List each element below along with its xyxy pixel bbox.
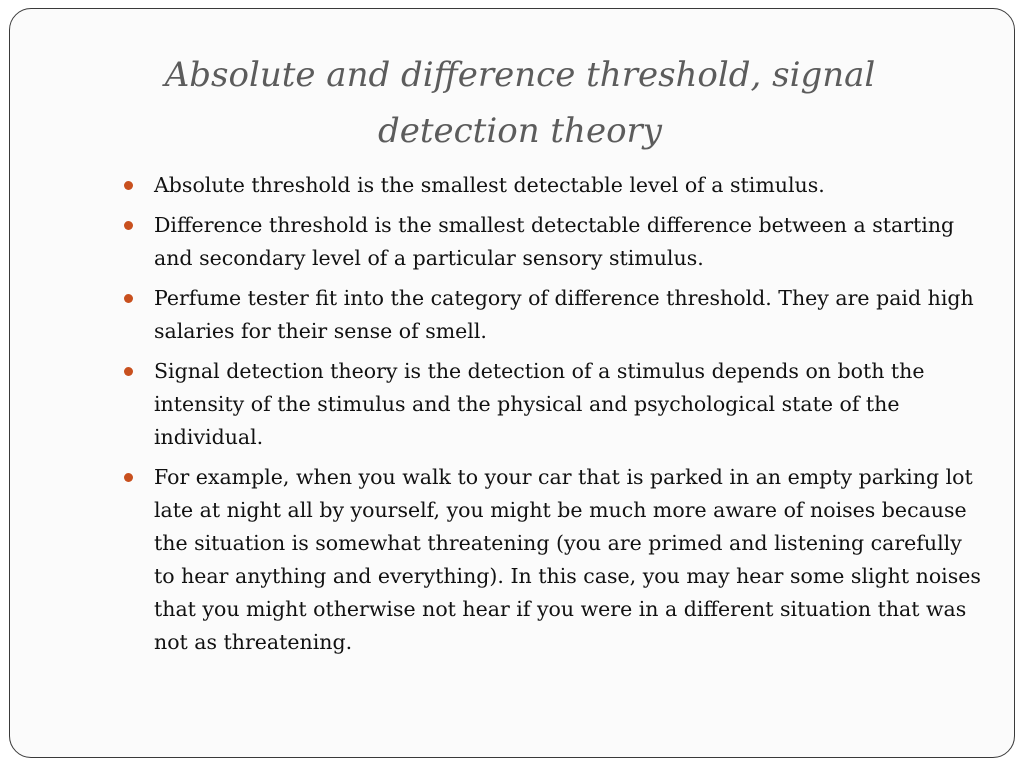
bullet-dot-icon [124,181,133,190]
bullet-dot-icon [124,294,133,303]
bullet-item [116,282,986,348]
bullet-text: For example, when you walk to your car that is parked in an empty parking lot late at night all by yourself, you might be much more aware of noises because the situation is somewhat threatening (you are primed and listening carefully to hear anything and everything). In this case, you may hear some slight noises that you might otherwise not hear if you were in a different situation that was not as threatening. [154,465,981,654]
slide-frame [9,8,1015,758]
bullet-text: Absolute threshold is the smallest detectable level of a stimulus. [154,173,825,197]
bullet-dot-icon [124,221,133,230]
slide-title: Absolute and difference threshold, signal detection theory [164,55,876,151]
bullet-text: Signal detection theory is the detection of a stimulus depends on both the intensity of the stimulus and the physical and psychological state of the individual. [154,359,925,449]
bullet-item [116,355,986,454]
bullet-item [116,209,986,275]
bullet-list [116,169,986,666]
bullet-item [116,461,986,659]
bullet-item [116,169,986,202]
bullet-text: Perfume tester fit into the category of difference threshold. They are paid high salaries for their sense of smell. [154,286,974,343]
bullet-dot-icon [124,473,133,482]
bullet-dot-icon [124,367,133,376]
bullet-text: Difference threshold is the smallest detectable difference between a starting and secondary level of a particular sensory stimulus. [154,213,955,270]
